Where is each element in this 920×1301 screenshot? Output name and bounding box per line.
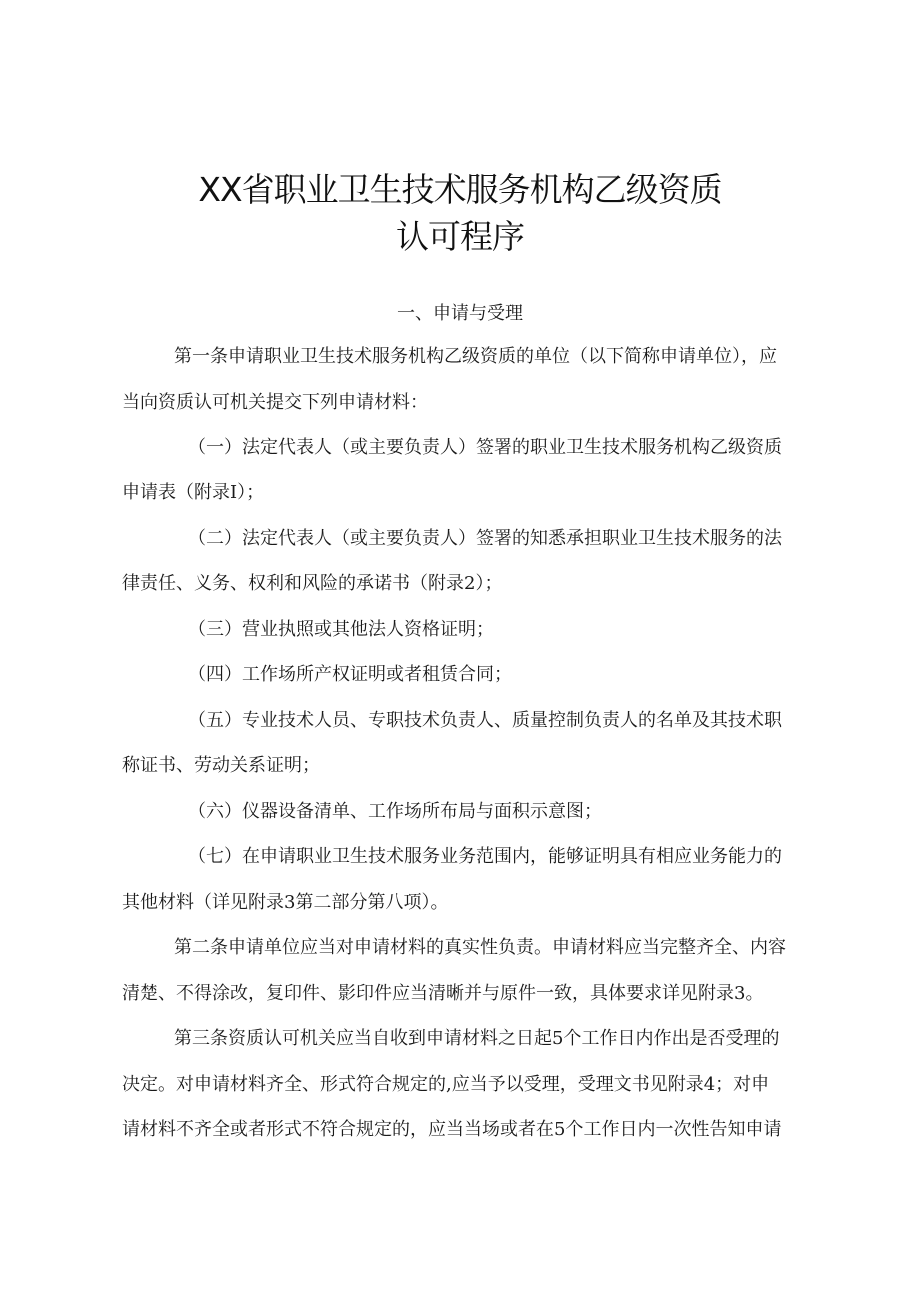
list-item-line: （五）专业技术人员、专职技术负责人、质量控制负责人的名单及其技术职 [188, 710, 782, 731]
list-item-line: （四）工作场所产权证明或者租赁合同； [188, 664, 512, 685]
paragraph-line: 清楚、不得涂改，复印件、影印件应当清晰并与原件一致，具体要求详见附录3。 [122, 983, 764, 1004]
list-item-line: （六）仪器设备清单、工作场所布局与面积示意图； [188, 801, 602, 822]
document-title-line-1: XX省职业卫生技术服务机构乙级资质 [198, 170, 722, 209]
paragraph-line: 第二条申请单位应当对申请材料的真实性负责。申请材料应当完整齐全、内容 [174, 937, 786, 958]
list-item-line: 申请表（附录Ⅰ）； [122, 482, 265, 503]
list-item-line: 律责任、义务、权利和风险的承诺书（附录2）； [122, 573, 503, 594]
list-item-line: 其他材料（详见附录3第二部分第八项）。 [122, 892, 449, 913]
document-title-line-2: 认可程序 [396, 217, 524, 256]
list-item-line: （一）法定代表人（或主要负责人）签署的职业卫生技术服务机构乙级资质 [188, 437, 782, 458]
paragraph-line: 第一条申请职业卫生技术服务机构乙级资质的单位（以下简称申请单位），应 [174, 346, 777, 367]
list-item-line: 称证书、劳动关系证明； [122, 755, 320, 776]
section-heading: 一、申请与受理 [397, 303, 523, 324]
paragraph-line: 决定。对申请材料齐全、形式符合规定的,应当予以受理，受理文书见附录4；对申 [122, 1074, 770, 1095]
paragraph-line: 当向资质认可机关提交下列申请材料： [122, 392, 428, 413]
list-item-line: （二）法定代表人（或主要负责人）签署的知悉承担职业卫生技术服务的法 [188, 528, 782, 549]
paragraph-line: 第三条资质认可机关应当自收到申请材料之日起5个工作日内作出是否受理的 [174, 1028, 780, 1049]
list-item-line: （三）营业执照或其他法人资格证明； [188, 619, 494, 640]
paragraph-line: 请材料不齐全或者形式不符合规定的，应当当场或者在5个工作日内一次性告知申请 [122, 1119, 782, 1140]
list-item-line: （七）在申请职业卫生技术服务业务范围内，能够证明具有相应业务能力的 [188, 846, 782, 867]
